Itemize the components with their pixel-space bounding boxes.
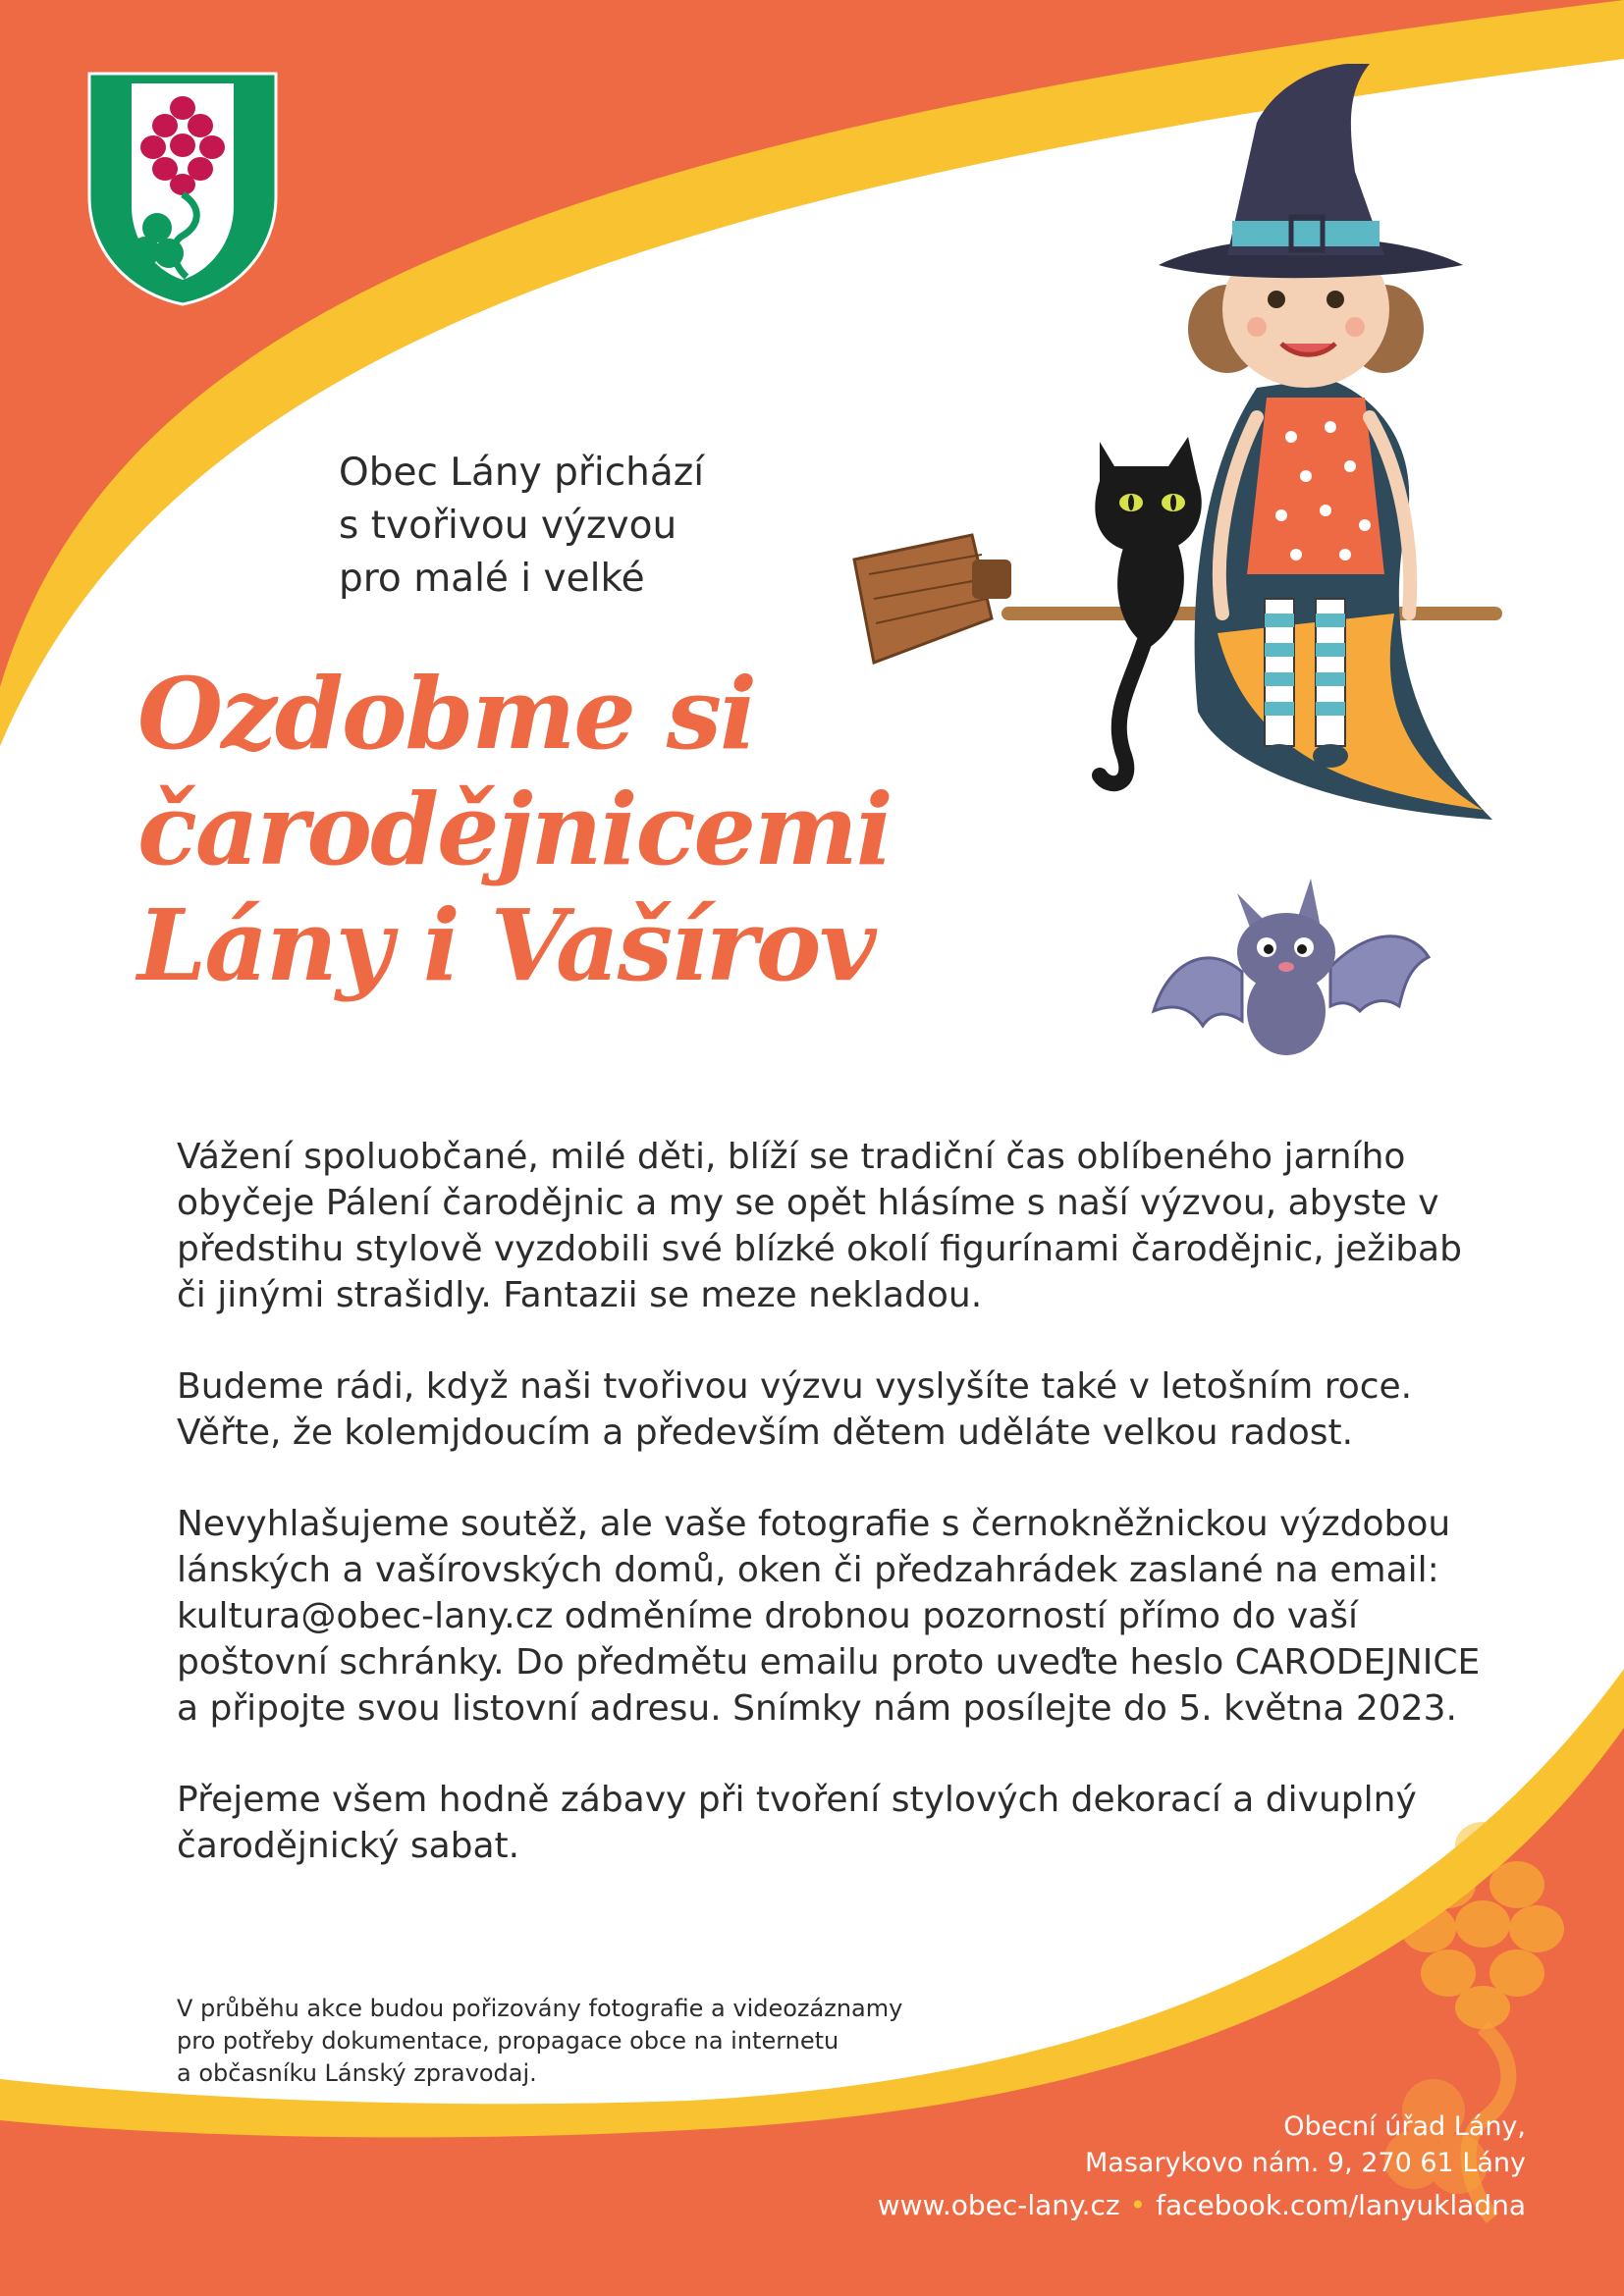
website-link[interactable]: www.obec-lany.cz (877, 2189, 1120, 2221)
intro-line: pro malé i velké (339, 557, 645, 601)
body-paragraph: Budeme rádi, když naši tvořivou výzvu vyslyšíte také v letošním roce. Věřte, že kolemjdoucím a především dětem uděláte velkou radost. (177, 1366, 1413, 1453)
note-line: V průběhu akce budou pořizovány fotografie a videozáznamy (177, 1995, 903, 2022)
headline-line: Ozdobme si (137, 656, 755, 772)
address-line: Masarykovo nám. 9, 270 61 Lány (1084, 2148, 1526, 2178)
headline (137, 656, 1139, 1003)
headline-line: čarodějnicemi (137, 772, 892, 887)
separator-dot: • (1129, 2189, 1147, 2221)
body-paragraph: Přejeme všem hodně zábavy při tvoření stylových dekorací a divuplný čarodějnický sabat. (177, 1780, 1417, 1866)
headline-line: Lány i Vašírov (137, 887, 875, 1003)
body-paragraph: Vážení spoluobčané, milé děti, blíží se tradiční čas oblíbeného jarního obyčeje Pálení čarodějnic a my se opět hlásíme s naší výzvou, abyste v předstihu stylově vyzdobili své blízké okolí figurínami čarodějnic, ježibab či jinými strašidly. Fantazii se meze nekladou. (177, 1137, 1462, 1315)
intro-line: s tvořivou výzvou (339, 504, 677, 548)
clover-crest-icon (84, 69, 281, 309)
address-line: Obecní úřad Lány, (1283, 2111, 1526, 2142)
intro-text (339, 447, 849, 606)
note-line: pro potřeby dokumentace, propagace obce na internetu (177, 2027, 839, 2055)
body-paragraph: Nevyhlašujeme soutěž, ale vaše fotografie s černokněžnickou výzdobou lánských a vašírovských domů, oken či předzahrádek zaslané na email: kultura@obec-lany.cz odměníme drobnou pozorností přímo do vaší poštovní schránky. Do předmětu emailu proto uveďte heslo CARODEJNICE a připojte svou listovní adresu. Snímky nám posílejte do 5. května 2023. (177, 1504, 1481, 1729)
footer-links (878, 2189, 1526, 2221)
bat-icon (1149, 864, 1434, 1070)
photo-notice (177, 1993, 1060, 2090)
body-text (177, 1134, 1483, 1914)
footer-address (1085, 2109, 1526, 2181)
facebook-link[interactable]: facebook.com/lanyukladna (1156, 2189, 1526, 2221)
note-line: a občasníku Lánský zpravodaj. (177, 2059, 537, 2087)
intro-line: Obec Lány přichází (339, 451, 705, 495)
